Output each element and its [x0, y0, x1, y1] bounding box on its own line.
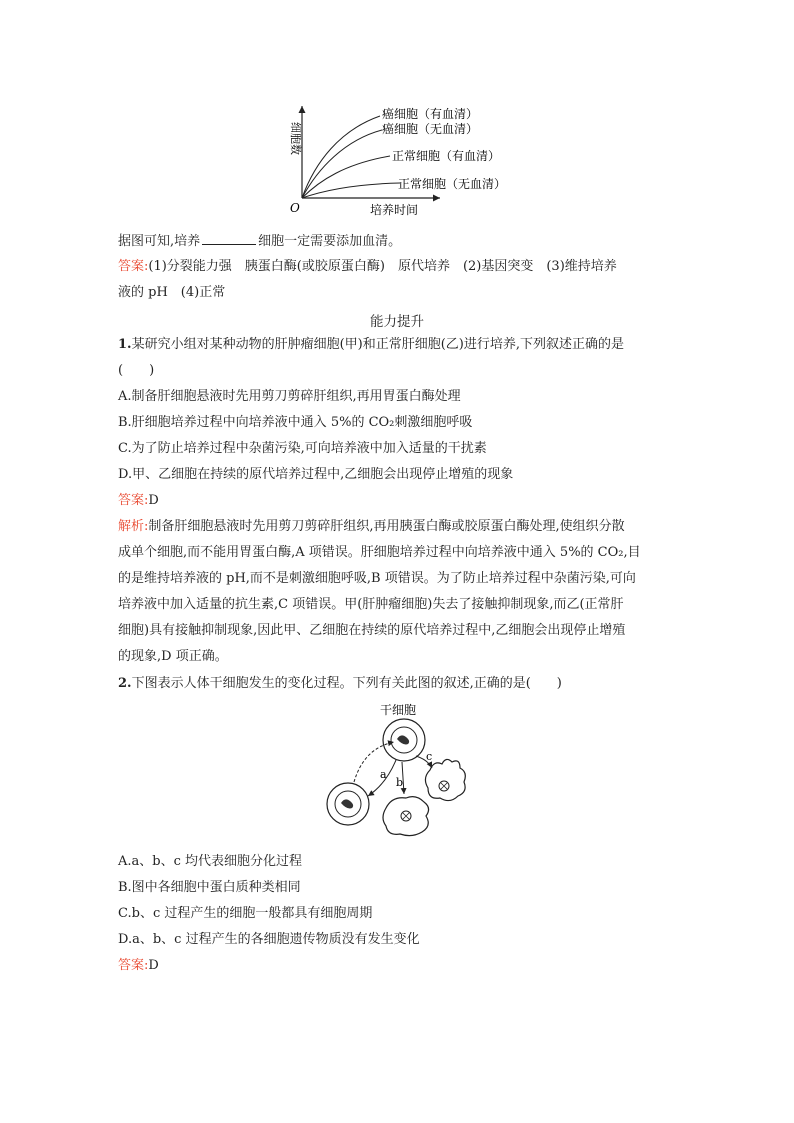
q1-stem-line-1: 1.某研究小组对某种动物的肝肿瘤细胞(甲)和正常肝细胞(乙)进行培养,下列叙述正确的是 [118, 337, 624, 352]
answer-label: 答案: [118, 259, 149, 274]
differentiated-cell-c [425, 759, 465, 800]
q1-option-d: D.甲、乙细胞在持续的原代培养过程中,乙细胞会出现停止增殖的现象 [118, 467, 514, 482]
q1-option-b: B.肝细胞培养过程中向培养液中通入 5%的 CO₂刺激细胞呼吸 [118, 415, 473, 430]
q1-analysis-line-1: 解析:制备肝细胞悬液时先用剪刀剪碎肝组织,再用胰蛋白酶或胶原蛋白酶处理,使组织分散 [118, 519, 625, 534]
curve-label-3: 正常细胞（有血清） [392, 149, 501, 163]
q1-option-a: A.制备肝细胞悬液时先用剪刀剪碎肝组织,再用胃蛋白酶处理 [118, 389, 461, 404]
q2-option-d: D.a、b、c 过程产生的各细胞遗传物质没有发生变化 [118, 932, 420, 947]
section-title: 能力提升 [370, 314, 424, 330]
q2-option-a: A.a、b、c 均代表细胞分化过程 [118, 854, 303, 869]
prev-question-stem: 据图可知,培养 细胞一定需要添加血清。 [118, 234, 402, 249]
q1-stem-line-2: ( ) [118, 363, 155, 378]
x-axis-label: 培养时间 [370, 203, 419, 217]
q1-option-c: C.为了防止培养过程中杂菌污染,可向培养液中加入适量的干扰素 [118, 441, 487, 456]
prev-answer-line-1: 答案:(1)分裂能力强 胰蛋白酶(或胶原蛋白酶) 原代培养 (2)基因突变 (3)维持培养 [118, 259, 617, 274]
q2-option-c: C.b、c 过程产生的细胞一般都具有细胞周期 [118, 906, 373, 921]
arrow-label-b: b [396, 776, 404, 789]
arrow-label-a: a [380, 768, 387, 781]
differentiated-cell-b [383, 797, 429, 836]
stem-cell-left [327, 783, 369, 825]
q2-answer: 答案:D [118, 958, 159, 973]
stem-cell-diagram [318, 698, 488, 846]
y-axis-label: 细胞数 [289, 122, 302, 155]
arrow-label-c: c [426, 750, 433, 763]
prev-answer-line-2: 液的 pH (4)正常 [118, 285, 226, 300]
curve-cancer-serum [302, 116, 380, 198]
q1-answer: 答案:D [118, 493, 159, 508]
cell-growth-graph [270, 100, 530, 222]
q2-stem: 2.下图表示人体干细胞发生的变化过程。下列有关此图的叙述,正确的是( ) [118, 676, 562, 691]
q2-option-b: B.图中各细胞中蛋白质种类相同 [118, 880, 301, 895]
q1-analysis-line-5: 细胞)具有接触抑制现象,因此甲、乙细胞在持续的原代培养过程中,乙细胞会出现停止增殖 [118, 623, 626, 638]
curve-label-4: 正常细胞（无血清） [398, 177, 507, 191]
q1-analysis-line-2: 成单个细胞,而不能用胃蛋白酶,A 项错误。肝细胞培养过程中向培养液中通入 5%的 CO₂,目 [118, 545, 641, 560]
origin-label: O [290, 201, 300, 215]
curve-label-2: 癌细胞（无血清） [382, 122, 479, 136]
fill-blank [202, 232, 256, 245]
stem-cell-top [383, 719, 425, 761]
q1-analysis-line-3: 的是维持培养液的 pH,而不是刺激细胞呼吸,B 项错误。为了防止培养过程中杂菌污染,可向 [118, 571, 636, 586]
q1-analysis-line-4: 培养液中加入适量的抗生素,C 项错误。甲(肝肿瘤细胞)失去了接触抑制现象,而乙(正常肝 [118, 597, 624, 612]
figure-title: 干细胞 [380, 703, 417, 717]
curve-label-1: 癌细胞（有血清） [382, 107, 479, 121]
q1-analysis-line-6: 的现象,D 项正确。 [118, 649, 228, 664]
